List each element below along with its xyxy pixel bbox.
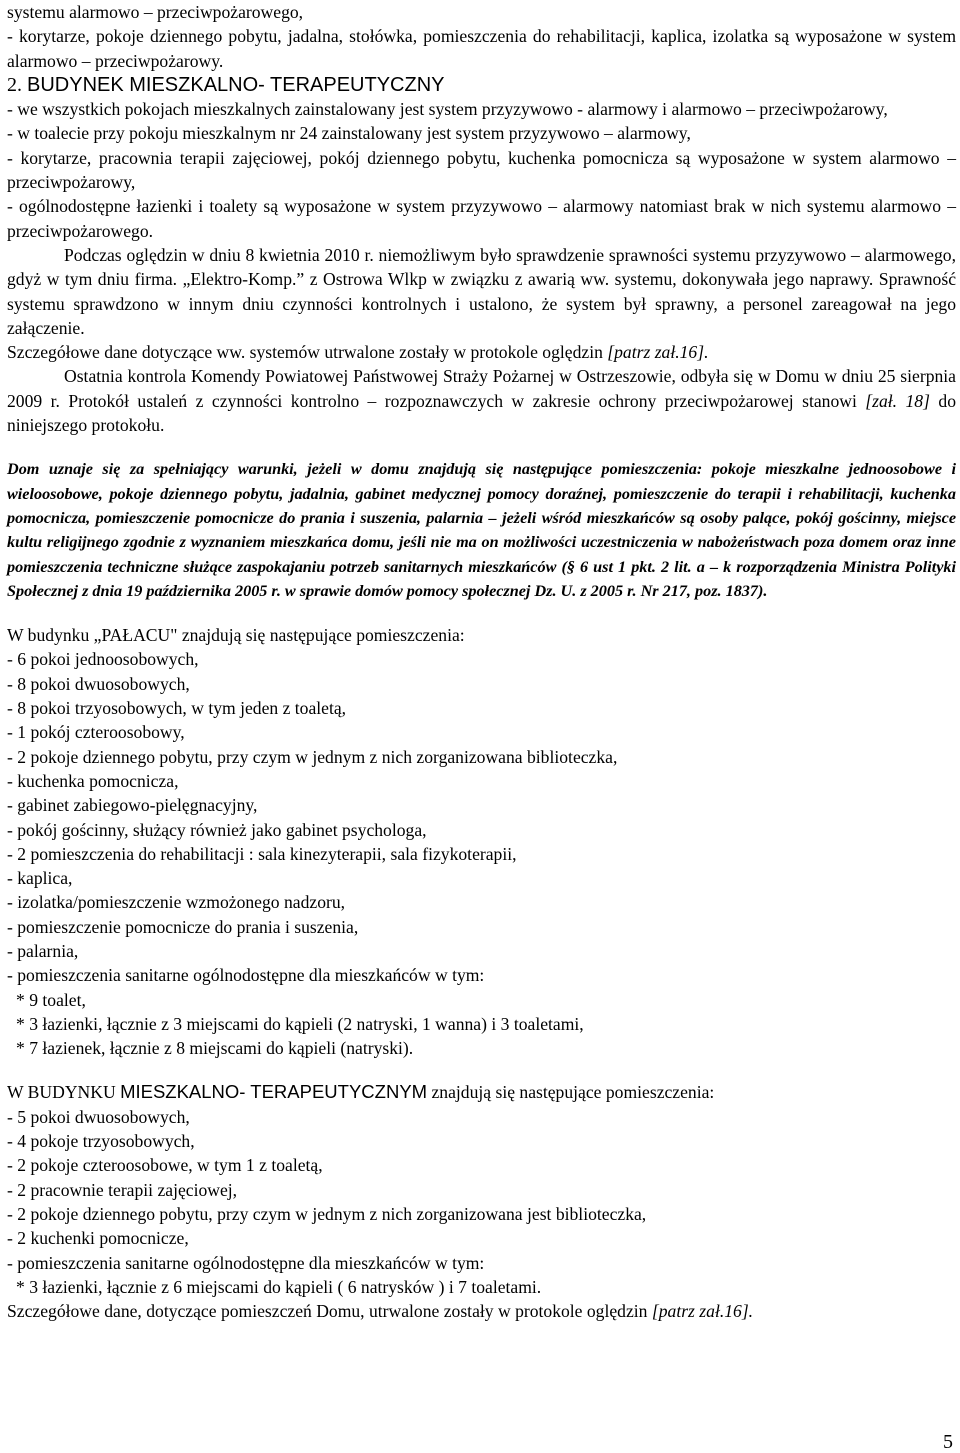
list-item: - 2 pokoje czteroosobowe, w tym 1 z toaletą, [7, 1155, 323, 1176]
residential-intro-b: MIESZKALNO- TERAPEUTYCZNYM [120, 1081, 428, 1103]
finding-paragraph: Dom uznaje się za spełniający warunki, jeżeli w domu znajdują się następujące pomieszczenia: pokoje mieszkalne jednoosobowe i wieloosobowe, pokoje dziennego pobytu, jadalnia, gabinet medycznej pomocy doraźnej, pomieszczenie do terapii i rehabilitacji, kuchenka pomocnicza, pomieszczenie pomocnicze do prania i suszenia, palarnia – jeżeli wśród mieszkańców są osoby palące, pokój gościnny, miejsce kultu religijnego zgodnie z wyznaniem mieszkańca domu, jeśli nie ma on możliwości uczestniczenia w nabożeństwach poza domem oraz inne pomieszczenia techniczne służące zaspokajaniu potrzeb sanitarnych mieszkańców (§ 6 ust 1 pkt. 2 lit. a – k rozporządzenia Ministra Polityki Społecznej z dnia 19 października 2005 r. w sprawie domów pomocy społecznej Dz. U. z 2005 r. Nr 217, poz. 1837). [7, 460, 956, 600]
list-item: - 2 pracownie terapii zajęciowej, [7, 1179, 238, 1200]
page-number: 5 [943, 1431, 953, 1453]
inspection-text-2: Sprawność systemu sprawdzono w innym dniu czynności kontrolnych i ustalono, że system był sprawny, a personel zareagował na jego załączenie. [7, 269, 957, 338]
residential-intro-a: W BUDYNKU [7, 1082, 121, 1103]
fire-inspection-paragraph [7, 364, 956, 437]
section-2-item-4: - ogólnodostępne łazienki i toalety są wyposażone w system przyzywowo – alarmowy natomiast brak w nich systemu alarmowo – przeciwpożarowego. [7, 196, 956, 241]
list-item: - pomieszczenia sanitarne ogólnodostępne dla mieszkańców w tym: [7, 965, 485, 986]
fire-inspection-end: do niniejszego protokołu. [7, 390, 956, 436]
palace-room-list [7, 647, 956, 1060]
spacer [7, 437, 956, 457]
section-2-title: BUDYNEK MIESZKALNO- TERAPEUTYCZNY [27, 73, 445, 96]
list-item: - kuchenka pomocnicza, [7, 770, 179, 791]
spacer [7, 1060, 956, 1080]
spacer [7, 603, 956, 623]
closing-text: Szczegółowe dane, dotyczące pomieszczeń Domu, utrwalone zostały w protokole oględzin [7, 1301, 652, 1322]
inspection-details-text: Szczegółowe dane dotyczące ww. systemów utrwalone zostały w protokole oględzin [7, 342, 608, 363]
list-subitem: * 9 toalet, [16, 989, 86, 1010]
inspection-paragraph [7, 243, 956, 340]
fire-inspection-ref: [zał. 18] [865, 390, 930, 411]
inspection-details-ref: [patrz zał.16]. [607, 342, 709, 363]
list-item: - 2 kuchenki pomocnicze, [7, 1228, 189, 1249]
top-line-1: systemu alarmowo – przeciwpożarowego, [7, 2, 304, 22]
list-item: - gabinet zabiegowo-pielęgnacyjny, [7, 795, 258, 816]
document-page [7, 0, 956, 1323]
residential-intro [7, 1080, 956, 1104]
list-item: - 8 pokoi dwuosobowych, [7, 673, 190, 694]
list-item: - pomieszczenia sanitarne ogólnodostępne dla mieszkańców w tym: [7, 1252, 485, 1273]
inspection-text-1: Podczas oględzin w dniu 8 kwietnia 2010 r. niemożliwym było sprawdzenie sprawności systemu przyzywowo – alarmowego, gdyż w tym dniu firma. „Elektro-Komp.” z Ostrowa Wlkp w związku z awarią ww. systemu, dokonywała jego naprawy. [7, 244, 956, 290]
palace-intro: W budynku „PAŁACU" znajdują się następujące pomieszczenia: [7, 625, 465, 646]
list-item: - kaplica, [7, 868, 73, 889]
list-item: - izolatka/pomieszczenie wzmożonego nadzoru, [7, 892, 346, 913]
list-item: - palarnia, [7, 940, 79, 961]
list-subitem: * 3 łazienki, łącznie z 3 miejscami do kąpieli (2 natryski, 1 wanna) i 3 toaletami, [16, 1013, 584, 1034]
list-item: - 8 pokoi trzyosobowych, w tym jeden z toaletą, [7, 698, 347, 719]
section-2-heading [7, 73, 956, 97]
closing-paragraph [7, 1299, 956, 1323]
section-2-item-3: - korytarze, pracownia terapii zajęciowej, pokój dziennego pobytu, kuchenka pomocnicza są wyposażone w system alarmowo – przeciwpożarowy, [7, 147, 956, 193]
list-item: - 2 pomieszczenia do rehabilitacji : sala kinezyterapii, sala fizykoterapii, [7, 843, 517, 864]
inspection-details [7, 340, 956, 364]
section-2-item-2: - w toalecie przy pokoju mieszkalnym nr 24 zainstalowany jest system przyzywowo – alarmowy, [7, 123, 691, 144]
closing-ref: [patrz zał.16]. [651, 1301, 754, 1322]
list-item: - 4 pokoje trzyosobowych, [7, 1131, 195, 1152]
list-item: - 5 pokoi dwuosobowych, [7, 1106, 190, 1127]
list-item: - 6 pokoi jednoosobowych, [7, 649, 199, 670]
list-item: - 1 pokój czteroosobowy, [7, 722, 185, 743]
list-item: - pomieszczenie pomocnicze do prania i suszenia, [7, 916, 359, 937]
list-item: - pokój gościnny, służący również jako gabinet psychologa, [7, 819, 427, 840]
section-2-item-1: - we wszystkich pokojach mieszkalnych zainstalowany jest system przyzywowo - alarmowy i alarmowo – przeciwpożarowy, [7, 99, 888, 120]
fire-inspection-text: Ostatnia kontrola Komendy Powiatowej Państwowej Straży Pożarnej w Ostrzeszowie, odbyła się w Domu w dniu 25 sierpnia 2009 r. Protokół ustaleń z czynności kontrolno – rozpoznawczych w zakresie ochrony przeciwpożarowej stanowi [7, 366, 956, 411]
residential-intro-c: znajdują się następujące pomieszczenia: [427, 1082, 715, 1103]
list-item: - 2 pokoje dziennego pobytu, przy czym w jednym z nich zorganizowana jest biblioteczka, [7, 1203, 647, 1224]
list-subitem: * 3 łazienki, łącznie z 6 miejscami do kąpieli ( 6 natrysków ) i 7 toaletami. [16, 1276, 542, 1297]
residential-room-list [7, 1105, 956, 1299]
section-2-number: 2. [7, 73, 27, 96]
top-line-2: - korytarze, pokoje dziennego pobytu, jadalna, stołówka, pomieszczenia do rehabilitacji, kaplica, izolatka są wyposażone w system alarmowo – przeciwpożarowy. [7, 26, 956, 71]
list-item: - 2 pokoje dziennego pobytu, przy czym w jednym z nich zorganizowana biblioteczka, [7, 746, 618, 767]
list-subitem: * 7 łazienek, łącznie z 8 miejscami do kąpieli (natryski). [16, 1038, 414, 1059]
